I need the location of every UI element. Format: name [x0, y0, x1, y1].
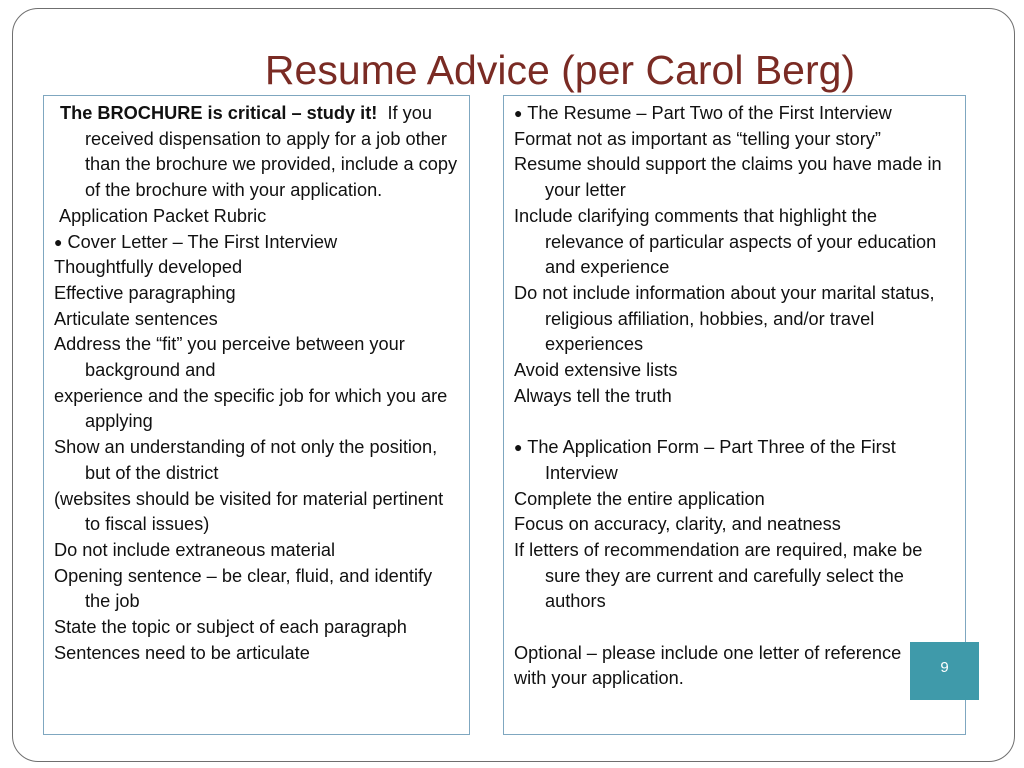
list-item: Thoughtfully developed	[54, 257, 243, 278]
list-item: Opening sentence – be clear, fluid, and identify the job	[54, 565, 433, 612]
brochure-paragraph	[54, 101, 461, 204]
bullet-icon: ●	[54, 233, 63, 250]
list-item: If letters of recommendation are required, make be sure they are current and carefully select the authors	[514, 539, 923, 612]
list-item: Always tell the truth	[514, 385, 672, 406]
list-item: Avoid extensive lists	[514, 360, 678, 381]
page-number-badge: 9	[910, 642, 979, 700]
left-column-textbox	[43, 95, 470, 735]
list-item: Articulate sentences	[54, 308, 218, 329]
resume-heading	[514, 101, 959, 127]
optional-line-continued: with your application.	[514, 668, 684, 689]
list-item: Focus on accuracy, clarity, and neatness	[514, 514, 841, 535]
spacer	[514, 409, 959, 435]
list-item: Include clarifying comments that highlight the relevance of particular aspects of your education and experience	[514, 205, 937, 278]
brochure-body-text: If you received dispensation to apply for a job other than the brochure we provided, include a copy of the brochure with your application.	[85, 103, 458, 201]
list-item: Do not include information about your marital status, religious affiliation, hobbies, and/or travel experiences	[514, 282, 935, 355]
right-column-textbox	[503, 95, 966, 735]
slide-title: Resume Advice (per Carol Berg)	[264, 47, 856, 93]
spacer	[514, 615, 959, 641]
brochure-bold-text: The BROCHURE is critical – study it!	[60, 103, 378, 123]
bullet-icon: ●	[514, 439, 523, 456]
bullet-icon: ●	[514, 105, 523, 121]
list-item: Do not include extraneous material	[54, 539, 336, 560]
cover-letter-heading-text: Cover Letter – The First Interview	[67, 231, 338, 252]
rubric-line: Application Packet Rubric	[59, 205, 267, 226]
application-form-heading-text: The Application Form – Part Three of the First Interview	[527, 437, 896, 483]
list-item: Show an understanding of not only the position, but of the district	[54, 437, 438, 483]
list-item: Complete the entire application	[514, 488, 765, 509]
list-item: Effective paragraphing	[54, 282, 236, 303]
application-form-heading	[514, 435, 959, 486]
list-item: Address the “fit” you perceive between your background and	[54, 334, 405, 381]
list-item: experience and the specific job for which you are applying	[54, 385, 448, 432]
list-item: (websites should be visited for material pertinent to fiscal issues)	[54, 488, 444, 535]
list-item: State the topic or subject of each paragraph	[54, 617, 407, 638]
list-item: Format not as important as “telling your story”	[514, 128, 881, 149]
cover-letter-heading	[54, 230, 461, 256]
optional-line: Optional – please include one letter of reference	[514, 642, 902, 663]
list-item: Sentences need to be articulate	[54, 642, 310, 663]
resume-heading-text: The Resume – Part Two of the First Interview	[527, 103, 892, 123]
list-item: Resume should support the claims you have made in your letter	[514, 154, 942, 201]
